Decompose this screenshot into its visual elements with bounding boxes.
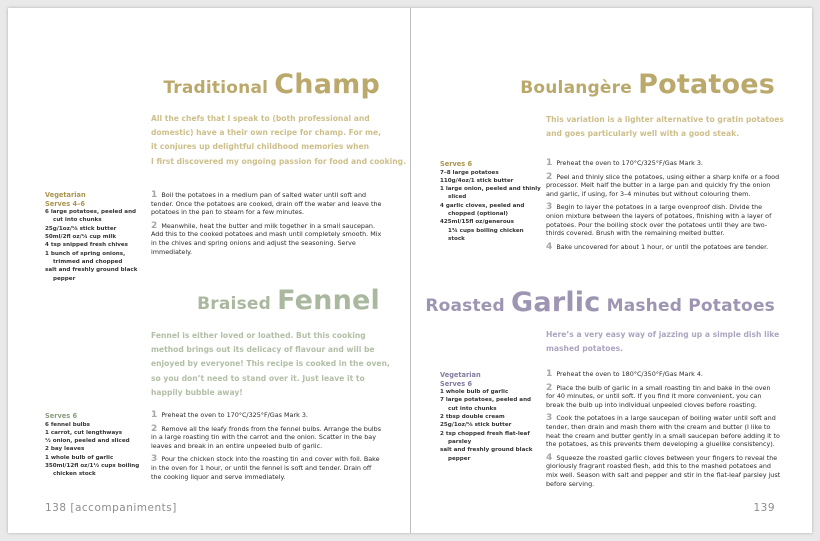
garlic-intro bbox=[546, 328, 786, 356]
page-gutter bbox=[410, 8, 411, 533]
ingredient-continuation: pepper bbox=[53, 275, 76, 282]
text-line: Here’s a very easy way of jazzing up a simple dish like bbox=[546, 330, 780, 339]
step-number: 3 bbox=[546, 202, 553, 213]
step-text: Cook the potatoes in a large saucepan of boiling water until soft and tender, then drain and mash them with the cream and butter (I like to heat the cream and butter gently in a small saucepan before adding it to the potatoes, as this prevents them developing a gluelike consistency). bbox=[546, 414, 780, 449]
step-text: Preheat the oven to 170°C/325°F/Gas Mark 3. bbox=[556, 159, 703, 167]
ingredient-line: 4 garlic cloves, peeled and bbox=[440, 202, 525, 209]
ingredient-line: 425ml/15fl oz/generous bbox=[440, 219, 514, 226]
ingredient-line: 2 tsp chopped fresh flat-leaf bbox=[440, 430, 530, 437]
boulangere-ingredients bbox=[440, 160, 540, 243]
ingredient-item bbox=[45, 250, 145, 267]
ingredient-item bbox=[45, 421, 145, 429]
champ-method bbox=[151, 191, 383, 261]
boulangere-method bbox=[546, 159, 781, 256]
ingredient-line: 1 bunch of spring onions, bbox=[45, 250, 126, 257]
champ-title-prefix: Traditional bbox=[163, 78, 275, 98]
step-number: 2 bbox=[151, 220, 158, 231]
ingredient-item bbox=[45, 208, 145, 225]
ingredient-continuation: 1¾ cups boiling chicken bbox=[448, 227, 524, 234]
ingredient-line: 4 tsp snipped fresh chives bbox=[45, 242, 129, 249]
boulangere-title bbox=[520, 69, 775, 100]
ingredient-continuation: pepper bbox=[448, 455, 471, 462]
ingredient-line: salt and freshly ground black bbox=[45, 267, 138, 274]
ingredient-item bbox=[45, 462, 145, 479]
ingredient-item bbox=[440, 430, 540, 447]
text-line: I first discovered my ongoing passion for food and cooking. bbox=[151, 156, 406, 166]
text-line: enjoyed by everyone! This recipe is cooked in the oven, bbox=[151, 359, 390, 369]
method-step bbox=[546, 173, 781, 199]
text-line: domestic) have a their own recipe for champ. For me, bbox=[151, 128, 382, 138]
book-spread bbox=[8, 8, 812, 533]
step-text: Place the bulb of garlic in a small roasting tin and bake in the oven for 40 minutes, or until soft. If you find it more convenient, you can break the bulb up into individual unpeeled cloves before roasting. bbox=[546, 383, 771, 409]
boulangere-ingredients-heading bbox=[440, 160, 540, 169]
garlic-ingredient-list bbox=[440, 388, 540, 463]
step-text: Bake uncovered for about 1 hour, or until the potatoes are tender. bbox=[556, 242, 769, 251]
method-step bbox=[546, 203, 781, 237]
ingredient-item bbox=[45, 437, 145, 445]
ingredient-item bbox=[45, 233, 145, 241]
ingredient-line: salt and freshly ground black bbox=[440, 447, 533, 454]
boulangere-title-prefix: Boulangère bbox=[520, 78, 639, 98]
ingredient-line: ½ onion, peeled and sliced bbox=[45, 438, 130, 445]
step-number: 1 bbox=[546, 369, 553, 379]
step-text: Remove all the leafy fronds from the fennel bulbs. Arrange the bulbs in a large roasting tin with the carrot and the onion. Scatter in the bay leaves and break in an entire unpeeled bulb of garlic. bbox=[151, 424, 382, 450]
ingredient-line: 7 large potatoes, peeled and bbox=[440, 397, 532, 404]
ingredient-continuation: chopped (optional) bbox=[448, 211, 508, 218]
step-number: 2 bbox=[546, 382, 553, 393]
ingredient-line: 350ml/12fl oz/1½ cups boiling bbox=[45, 463, 140, 470]
text-line: Serves 4–6 bbox=[45, 199, 85, 208]
step-number: 1 bbox=[151, 410, 158, 420]
ingredient-continuation: stock bbox=[448, 235, 465, 242]
text-line: Serves 6 bbox=[45, 412, 78, 420]
ingredient-continuation: chicken stock bbox=[53, 471, 96, 478]
step-number: 1 bbox=[546, 158, 553, 168]
ingredient-continuation: cut into chunks bbox=[53, 217, 102, 224]
ingredient-line: 6 large potatoes, peeled and bbox=[45, 209, 137, 216]
ingredient-line: 2 tbsp double cream bbox=[440, 414, 505, 421]
step-number: 3 bbox=[546, 413, 553, 424]
fennel-intro bbox=[151, 329, 406, 400]
ingredient-line: 7–8 large potatoes bbox=[440, 169, 499, 176]
ingredient-item bbox=[440, 446, 540, 463]
ingredient-item bbox=[440, 177, 540, 185]
step-number: 2 bbox=[546, 171, 553, 182]
ingredient-line: 110g/4oz/1 stick butter bbox=[440, 177, 514, 184]
fennel-ingredients bbox=[45, 412, 145, 479]
step-number: 2 bbox=[151, 423, 158, 434]
ingredient-continuation: cut into chunks bbox=[448, 405, 497, 412]
text-line: method brings out its delicacy of flavour and will be bbox=[151, 345, 375, 355]
step-text: Preheat the oven to 180°C/350°F/Gas Mark 4. bbox=[556, 370, 703, 378]
text-line: Fennel is either loved or loathed. But this cooking bbox=[151, 331, 366, 340]
champ-intro bbox=[151, 112, 406, 169]
boulangere-title-main: Potatoes bbox=[638, 69, 775, 100]
step-text: Pour the chicken stock into the roasting tin and cover with foil. Bake in the oven for 1 hour, or until the fennel is soft and tender. Drain off the cooking liquor and serve immediately. bbox=[151, 455, 380, 481]
text-line: so you don’t need to stand over it. Just leave it to bbox=[151, 373, 365, 383]
boulangere-intro bbox=[546, 113, 786, 141]
garlic-title bbox=[425, 287, 775, 318]
garlic-method bbox=[546, 370, 781, 493]
champ-ingredient-list bbox=[45, 208, 145, 283]
fennel-title-main: Fennel bbox=[277, 285, 380, 316]
step-number: 4 bbox=[546, 241, 553, 252]
method-step bbox=[546, 370, 781, 379]
ingredient-line: 1 whole bulb of garlic bbox=[45, 454, 114, 461]
ingredient-item bbox=[440, 413, 540, 421]
step-number: 3 bbox=[151, 454, 158, 465]
method-step bbox=[546, 243, 781, 252]
ingredient-line: 50ml/2fl oz/¼ cup milk bbox=[45, 234, 117, 241]
step-text: Peel and thinly slice the potatoes, using either a sharp knife or a food processor. Melt half the butter in a large pan and quickly fry the onion and garlic, if using, for 3–4 minutes but without colouring them. bbox=[546, 172, 780, 198]
ingredient-line: 25g/1oz/⅛ stick butter bbox=[440, 422, 512, 429]
ingredient-line: 25g/1oz/⅛ stick butter bbox=[45, 225, 117, 232]
ingredient-line: 1 large onion, peeled and thinly bbox=[440, 186, 541, 193]
method-step bbox=[151, 455, 383, 481]
ingredient-item bbox=[440, 185, 540, 202]
ingredient-continuation: trimmed and chopped bbox=[53, 258, 123, 265]
ingredient-item bbox=[440, 396, 540, 413]
ingredient-item bbox=[440, 218, 540, 243]
method-step bbox=[151, 425, 383, 451]
ingredient-item bbox=[45, 241, 145, 249]
step-number: 1 bbox=[151, 190, 158, 200]
method-step bbox=[546, 384, 781, 410]
left-folio: 138 [accompaniments] bbox=[45, 502, 177, 514]
text-line: Serves 6 bbox=[440, 379, 473, 388]
champ-ingredients bbox=[45, 191, 145, 283]
ingredient-continuation: sliced bbox=[448, 194, 467, 201]
text-line: mashed potatoes. bbox=[546, 344, 624, 354]
step-text: Preheat the oven to 170°C/325°F/Gas Mark 3. bbox=[161, 411, 308, 419]
ingredient-item bbox=[45, 429, 145, 437]
ingredient-item bbox=[440, 202, 540, 219]
ingredient-item bbox=[45, 454, 145, 462]
step-text: Squeeze the roasted garlic cloves between your fingers to reveal the gloriously fragrant roasted flesh, add this to the mashed potatoes and mix well. Season with salt and pepper and stir in the flat-leaf parsley just before serving. bbox=[546, 453, 781, 488]
method-step bbox=[151, 411, 383, 420]
ingredient-item bbox=[45, 445, 145, 453]
champ-ingredients-heading bbox=[45, 191, 145, 208]
champ-title-main: Champ bbox=[274, 69, 380, 100]
text-line: This variation is a lighter alternative to gratin potatoes bbox=[546, 115, 784, 124]
text-line: it conjures up delightful childhood memories when bbox=[151, 142, 370, 152]
ingredient-line: 1 whole bulb of garlic bbox=[440, 389, 509, 396]
step-text: Boil the potatoes in a medium pan of salted water until soft and tender. Once the potatoes are cooked, drain off the water and leave the potatoes in the pan to steam for a few minutes. bbox=[151, 191, 382, 217]
text-line: and goes particularly well with a good steak. bbox=[546, 129, 740, 139]
ingredient-item bbox=[45, 266, 145, 283]
text-line: happily bubble away! bbox=[151, 387, 243, 397]
ingredient-item bbox=[440, 421, 540, 429]
fennel-title-prefix: Braised bbox=[197, 294, 278, 314]
fennel-ingredients-heading bbox=[45, 412, 145, 421]
ingredient-line: 6 fennel bulbs bbox=[45, 421, 90, 428]
ingredient-line: 1 carrot, cut lengthways bbox=[45, 429, 123, 436]
garlic-ingredients-heading bbox=[440, 371, 540, 388]
step-text: Begin to layer the potatoes in a large ovenproof dish. Divide the onion mixture between the layers of potatoes, finishing with a layer of potatoes. Pour the boiling stock over the potatoes until they are two-thirds covered. Brush with the remaining melted butter. bbox=[546, 203, 772, 238]
garlic-title-suffix: Mashed Potatoes bbox=[600, 296, 775, 316]
step-text: Meanwhile, heat the butter and milk together in a small saucepan. Add this to the cooked potatoes and mash until completely smooth. Mix in the chives and spring onions and adjust the seasoning. Serve immediately. bbox=[151, 221, 382, 256]
garlic-title-main: Garlic bbox=[511, 287, 601, 318]
fennel-ingredient-list bbox=[45, 421, 145, 479]
boulangere-ingredient-list bbox=[440, 169, 540, 244]
ingredient-item bbox=[45, 225, 145, 233]
method-step bbox=[546, 159, 781, 168]
fennel-method bbox=[151, 411, 383, 486]
garlic-ingredients bbox=[440, 371, 540, 463]
step-number: 4 bbox=[546, 452, 553, 463]
method-step bbox=[151, 222, 383, 256]
right-folio: 139 bbox=[753, 502, 775, 514]
text-line: Vegetarian bbox=[440, 371, 481, 379]
fennel-title bbox=[197, 285, 380, 316]
ingredient-item bbox=[440, 388, 540, 396]
champ-title bbox=[163, 69, 380, 100]
text-line: Serves 6 bbox=[440, 160, 473, 168]
method-step bbox=[546, 454, 781, 488]
ingredient-continuation: parsley bbox=[448, 438, 472, 445]
text-line: Vegetarian bbox=[45, 191, 86, 199]
garlic-title-prefix: Roasted bbox=[425, 296, 512, 316]
ingredient-item bbox=[440, 169, 540, 177]
method-step bbox=[151, 191, 383, 217]
method-step bbox=[546, 414, 781, 448]
text-line: All the chefs that I speak to (both professional and bbox=[151, 114, 370, 123]
ingredient-line: 2 bay leaves bbox=[45, 446, 85, 453]
